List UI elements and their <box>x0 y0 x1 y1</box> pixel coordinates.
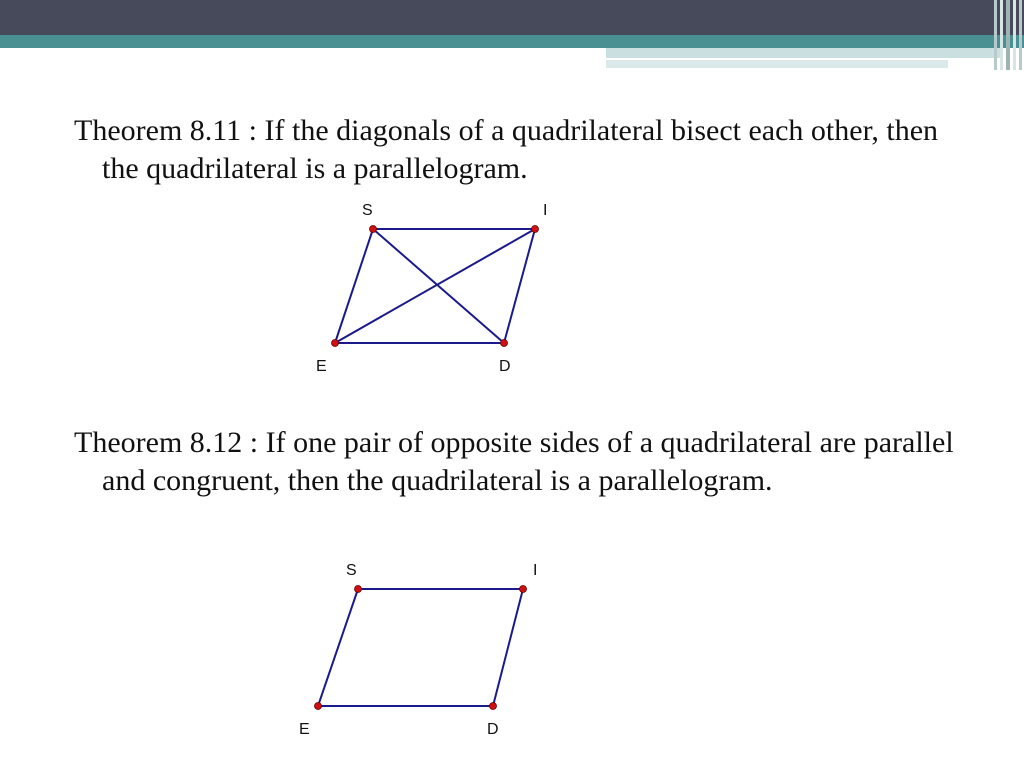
label-i: I <box>543 202 548 219</box>
point-d <box>490 703 497 710</box>
label-e: E <box>316 358 327 375</box>
label-s: S <box>362 202 373 219</box>
side-id <box>504 229 535 343</box>
theorem-8-11-text: Theorem 8.11 : If the diagonals of a quadrilateral bisect each other, then the quadrilateral is a parallelogram. <box>74 114 939 185</box>
figure-parallelogram <box>299 562 537 738</box>
point-i <box>532 226 539 233</box>
label-e: E <box>299 721 310 738</box>
point-i <box>520 586 527 593</box>
point-e <box>315 703 322 710</box>
point-e <box>332 340 339 347</box>
label-d: D <box>487 721 499 738</box>
point-s <box>355 586 362 593</box>
side-es <box>318 589 358 706</box>
theorem-8-12-text: Theorem 8.12 : If one pair of opposite sides of a quadrilateral are parallel and congruent, then the quadrilateral is a parallelogram. <box>74 426 954 497</box>
point-s <box>370 226 377 233</box>
figure-parallelogram-with-diagonals <box>316 202 547 375</box>
diagonal-sd <box>373 229 504 343</box>
point-d <box>501 340 508 347</box>
side-id <box>493 589 523 706</box>
label-i: I <box>533 562 538 579</box>
diagonal-ei <box>335 229 535 343</box>
label-d: D <box>499 358 511 375</box>
side-es <box>335 229 373 343</box>
label-s: S <box>346 562 357 579</box>
